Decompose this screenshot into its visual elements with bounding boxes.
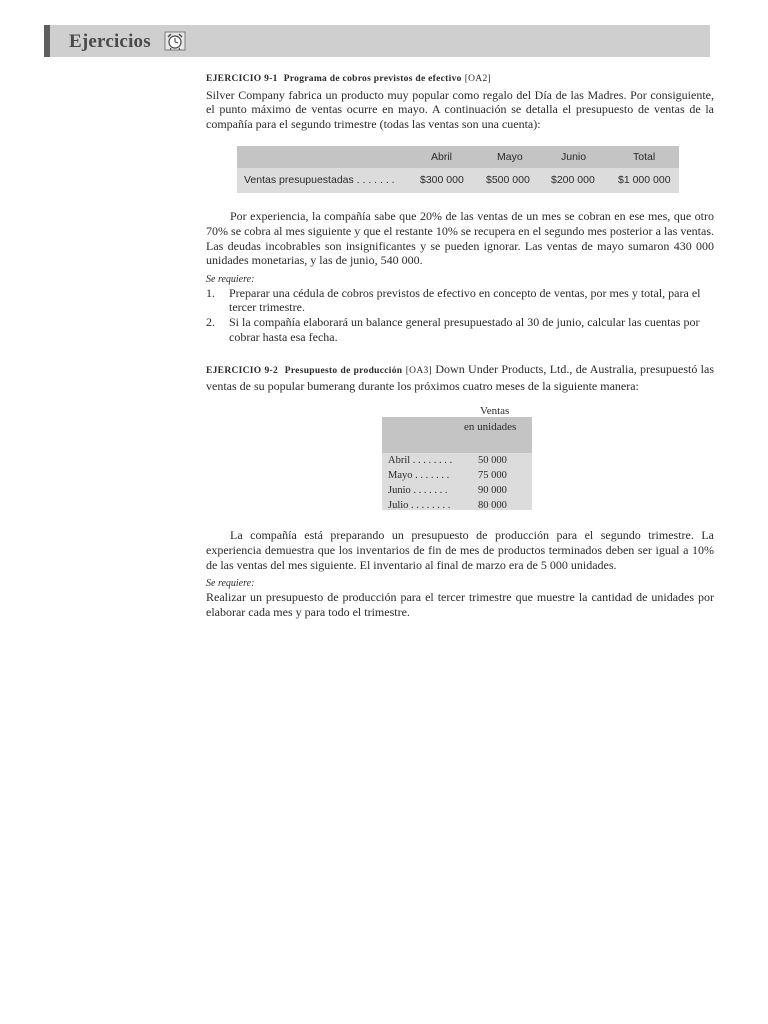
col-header-abril: Abril bbox=[431, 151, 453, 164]
col-header-junio: Junio bbox=[561, 151, 587, 164]
cell-mayo: $500 000 bbox=[486, 174, 530, 187]
exercise-9-2-number: EJERCICIO 9-2 bbox=[206, 366, 279, 377]
exercise-9-1-number: EJERCICIO 9-1 bbox=[206, 74, 278, 84]
col-header-mayo: Mayo bbox=[497, 151, 523, 164]
exercise-9-2-paragraph: La compañía está preparando un presupuesto de producción para el segundo trimestre. La experiencia demuestra que los inventarios de fin de mes de productos terminados deben ser igual a 10% de las ventas del mes siguiente. El inventario al final de marzo era de 5 000 unidades. bbox=[206, 528, 714, 572]
row-label: Ventas presupuestadas . . . . . . . bbox=[244, 174, 395, 187]
col-header-ventas: Ventas bbox=[480, 405, 510, 418]
list-item: 2. Si la compañía elaborará un balance general presupuestado al 30 de junio, calcular las cuentas por cobrar hasta esa fecha. bbox=[206, 314, 700, 344]
exercise-9-1-code: [OA2] bbox=[464, 74, 491, 84]
col-header-total: Total bbox=[633, 151, 656, 164]
exercise-9-1-paragraph: Por experiencia, la compañía sabe que 20% de las ventas de un mes se cobran en ese mes, que otro 70% se cobra al mes siguiente y que el restante 10% se recupera en el segundo mes posterior a las ventas. Las deudas incobrables son insignificantes y se pueden ignorar. Las ventas de mayo sumaron 430 000 unidades monetarias, y las de junio, 540 000. bbox=[206, 209, 714, 268]
section-header-accent bbox=[44, 25, 50, 57]
exercise-9-2 bbox=[206, 362, 714, 619]
exercise-9-2-code: [OA3] bbox=[405, 366, 433, 377]
exercise-9-1-requirements bbox=[206, 286, 714, 344]
col-header-en-unidades: en unidades bbox=[464, 421, 517, 434]
exercise-9-1-intro bbox=[206, 70, 714, 87]
cell-junio: $200 000 bbox=[551, 174, 595, 187]
exercise-9-2-intro-text: Down Under Products, Ltd., de Australia, presupuestó las ventas de su popular bumerang durante los próximos cuatro meses de la siguiente manera: bbox=[206, 362, 714, 393]
sales-budget-table bbox=[237, 146, 679, 193]
section-title: Ejercicios bbox=[69, 31, 151, 52]
alarm-clock-icon bbox=[164, 31, 186, 51]
exercise-9-1-intro-text: Silver Company fabrica un producto muy popular como regalo del Día de las Madres. Por consiguiente, el punto máximo de ventas ocurre en mayo. A continuación se detalla el presupuesto de ventas de la compañía para el segundo trimestre (todas las ventas son una cuenta): bbox=[206, 87, 714, 131]
sales-budget-table-row bbox=[237, 168, 679, 193]
exercise-9-1 bbox=[206, 70, 714, 344]
unit-sales-table: Ventas en unidades Abril . . . . . . . . 50 000 Mayo . . . . . . . 75 000 Junio . . . . . . . 90 000 Julio . . . . . . . . 80 000 bbox=[382, 405, 532, 510]
list-item: 1. Preparar una cédula de cobros previstos de efectivo en concepto de ventas, por mes y total, para el tercer trimestre. bbox=[206, 285, 701, 315]
cell-abril: $300 000 bbox=[420, 174, 464, 187]
exercise-9-2-required-text: Realizar un presupuesto de producción para el tercer trimestre que muestre la cantidad de unidades por elaborar cada mes y para todo el trimestre. bbox=[206, 590, 714, 619]
cell-total: $1 000 000 bbox=[618, 174, 671, 187]
sales-budget-table-header bbox=[237, 146, 679, 168]
exercise-9-1-title: Programa de cobros previstos de efectivo bbox=[283, 74, 462, 84]
exercise-9-2-required-label: Se requiere: bbox=[206, 578, 255, 590]
exercise-9-2-title: Presupuesto de producción bbox=[284, 366, 403, 377]
exercise-9-1-required-label: Se requiere: bbox=[206, 273, 255, 285]
exercise-9-2-intro bbox=[206, 362, 714, 393]
exercises-content bbox=[206, 70, 714, 619]
